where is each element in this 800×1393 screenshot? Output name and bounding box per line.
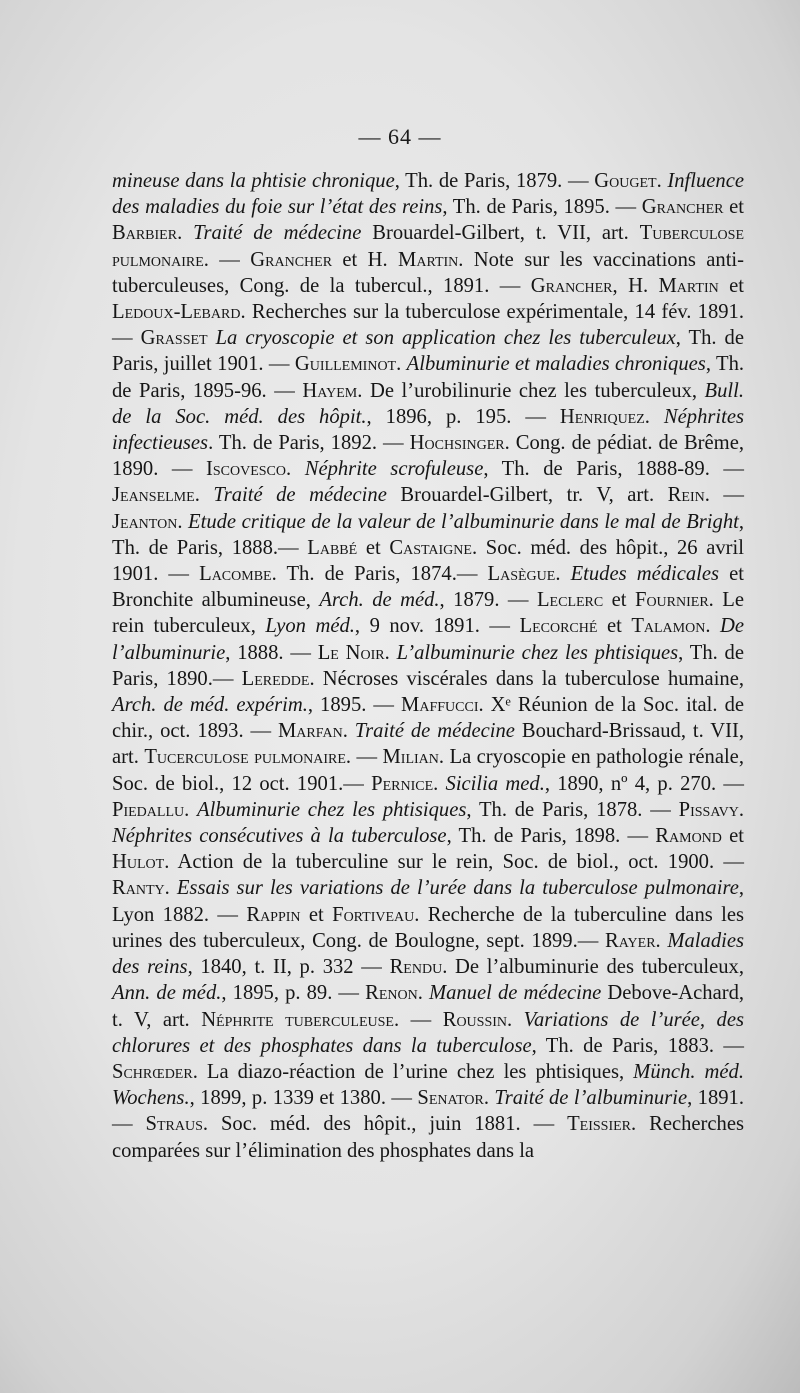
citation-text: . — — [393, 1008, 443, 1031]
author-name: Lasègue — [487, 563, 556, 586]
author-name: Jeanselme — [112, 484, 195, 507]
citation-text: . — [656, 170, 668, 192]
work-title: Bull. de la Soc. méd. des hôpit. — [112, 379, 745, 428]
citation-text: Brouardel-Gilbert, tr. V, art. — [386, 484, 668, 507]
citation-text: . — [342, 720, 355, 743]
author-name: Labbé — [307, 536, 358, 559]
author-name: Leredde — [241, 667, 310, 690]
work-title: Variations de l’urée, des chlorures et des phosphates dans la tuberculose — [112, 1008, 744, 1057]
citation-text: . — — [345, 746, 383, 769]
work-title: Néphrites consécutives à la tuberculose — [112, 825, 447, 848]
citation-text: , 1890, nº 4, p. 270. — — [544, 772, 744, 795]
citation-text: , Th. de Paris, 1895-96. — — [112, 353, 745, 402]
author-name: Iscovesco — [206, 458, 287, 481]
work-title: Lyon méd. — [265, 615, 355, 638]
citation-text — [208, 327, 216, 349]
citation-text: , Lyon 1882. — — [112, 877, 744, 926]
citation-text: , 1895, p. 89. — — [221, 982, 366, 1005]
citation-text: . — [286, 458, 305, 481]
work-title: Maladies des reins — [112, 929, 744, 979]
citation-text: . — — [704, 484, 744, 507]
citation-text: et — [300, 903, 333, 926]
author-name: Tucerculose pulmonaire — [144, 746, 346, 769]
work-title: Arch. de méd. — [319, 589, 440, 612]
citation-text: . Soc. méd. des hôpit., 26 avril 1901. — — [112, 536, 744, 586]
citation-text: . Recherche de la tuberculine dans les urines des tuberculeux, Cong. de Boulogne, sept. 1899.— — [112, 903, 744, 952]
page-number: — 64 — — [358, 124, 442, 149]
citation-text: et — [357, 536, 390, 559]
author-name: Piedallu — [112, 798, 185, 821]
work-title: Néphrite scrofuleuse — [304, 458, 484, 481]
citation-text: et — [603, 589, 635, 612]
author-name: Hayem — [302, 379, 358, 402]
author-name: Hochsinger — [409, 432, 505, 455]
author-name: Hulot — [112, 851, 165, 874]
citation-text: , 9 nov. 1891. — — [354, 615, 520, 638]
author-name: Lacombe — [199, 563, 272, 586]
citation-text: . — [738, 798, 744, 821]
author-name: Rein — [667, 484, 705, 507]
work-title: mineuse dans la phtisie chronique — [112, 170, 395, 192]
citation-text: , 1899, p. 1339 et 1380. — — [189, 1087, 418, 1110]
work-title: Etudes médicales — [570, 563, 720, 586]
citation-text: et — [597, 615, 632, 638]
citation-text: , Th. de Paris, juillet 1901. — — [112, 327, 744, 376]
author-name: Grancher — [530, 274, 613, 297]
author-name: Grancher — [641, 196, 724, 219]
citation-text: . — [396, 353, 407, 376]
citation-text: . Recherches sur la tuberculose expérimentale, 14 fév. 1891. — — [112, 301, 744, 350]
citation-text: . Cong. de pédiat. de Brême, 1890. — — [112, 432, 744, 481]
citation-text: , Th. de Paris, 1895. — — [442, 196, 642, 219]
citation-text: . Recherches comparées sur l’élimination des phosphates dans la — [112, 1113, 744, 1162]
citation-text: , Th. de Paris, 1878. — — [466, 798, 679, 821]
work-title: Néphrites infectieuses — [112, 405, 744, 455]
author-name: Martin — [658, 274, 719, 297]
citation-text: Debove-Achard, t. V, art. — [112, 982, 745, 1031]
author-name: Teissier — [567, 1113, 632, 1136]
author-name: Pernice — [371, 772, 434, 795]
citation-text: . — [164, 877, 177, 900]
citation-text: . — [417, 982, 429, 1005]
author-name: Schrœder — [112, 1060, 193, 1083]
author-name: Gouget — [594, 170, 657, 192]
work-title: Influence des maladies du foie sur l’état des reins — [112, 170, 745, 219]
author-name: Grasset — [140, 327, 208, 350]
author-name: Le Noir — [317, 641, 385, 664]
work-title: Albuminurie et maladies chroniques — [406, 353, 706, 376]
work-title: Albuminurie chez les phtisiques — [197, 798, 467, 821]
citation-text: Bouchard-Brissaud, t. VII, art. — [112, 720, 745, 769]
author-name: Ledoux-Lebard — [112, 301, 241, 324]
citation-text: . Note sur les vaccinations anti-tuberculeuses, Cong. de la tubercul., 1891. — — [112, 248, 745, 297]
citation-text: , 1891. — — [112, 1087, 745, 1136]
citation-text: , Th. de Paris, 1879. — — [394, 170, 595, 192]
author-name: Renon — [365, 982, 418, 1005]
citation-text: . — [507, 1008, 524, 1031]
work-title: Münch. méd. Wochens. — [112, 1060, 744, 1110]
citation-text: , H. — [612, 274, 659, 297]
author-name: Tuberculose pulmonaire — [112, 222, 745, 271]
citation-text: , Th. de Paris, 1888-89. — — [483, 458, 744, 481]
citation-text: . Th. de Paris, 1892. — — [208, 432, 410, 455]
author-name: Rappin — [246, 903, 301, 926]
work-title: Arch. de méd. expérim. — [112, 694, 308, 717]
citation-text: . — [384, 641, 397, 664]
author-name: Senator — [417, 1087, 484, 1110]
citation-text: . Le rein tuberculeux, — [112, 589, 744, 638]
author-name: Martin — [398, 248, 459, 271]
citation-text: et Bronchite albumineuse, — [112, 563, 745, 612]
citation-text: . — [483, 1087, 495, 1110]
citation-text: , Th. de Paris, 1898. — — [446, 825, 656, 848]
author-name: Jeanton — [112, 510, 178, 533]
citation-text: . De l’urobilinurie chez les tuberculeux, — [357, 379, 705, 402]
citation-text: . — [177, 510, 189, 533]
citation-text: . De l’albuminurie des tuberculeux, — [442, 956, 745, 979]
work-title: Essais sur les variations de l’urée dans la tuberculose pulmonaire — [176, 877, 739, 900]
author-name: Fournier — [634, 589, 709, 612]
citation-text: . — [655, 929, 668, 952]
author-name: Lecorché — [519, 615, 598, 638]
citation-text: . — [555, 563, 571, 586]
author-name: Roussin — [442, 1008, 508, 1031]
citation-text: . — [177, 222, 194, 245]
author-name: Ramond — [655, 825, 722, 848]
citation-text: . — [184, 798, 198, 821]
citation-text: , 1888. — — [225, 641, 318, 664]
author-name: Castaigne — [389, 536, 472, 559]
author-name: Grancher — [250, 248, 333, 271]
author-name: Leclerc — [536, 589, 604, 612]
work-title: Ann. de méd. — [112, 982, 222, 1005]
work-title: Manuel de médecine — [428, 982, 602, 1005]
author-name: Henriquez — [559, 405, 645, 428]
work-title: Etude critique de la valeur de l’albuminurie dans le mal de Bright — [188, 510, 739, 533]
work-title: Traité de médecine — [213, 484, 387, 507]
work-title: Traité de médecine — [354, 720, 515, 743]
author-name: Ranty — [112, 877, 165, 900]
citation-text: , Th. de Paris, 1883. — — [531, 1034, 745, 1057]
author-name: Pissavy — [678, 798, 739, 821]
citation-text: . Th. de Paris, 1874.— — [271, 563, 488, 586]
citation-text: Brouardel-Gilbert, t. VII, art. — [361, 222, 640, 245]
citation-text: , Th. de Paris, 1890.— — [112, 641, 744, 690]
citation-text: , 1896, p. 195. — — [366, 405, 560, 428]
citation-text: . — [433, 772, 446, 795]
author-name: Marfan — [277, 720, 343, 743]
citation-text: . — [705, 615, 720, 638]
citation-text: . Soc. méd. des hôpit., juin 1881. — — [202, 1113, 568, 1136]
citation-text: et H. — [332, 248, 399, 271]
author-name: Maffucci — [401, 694, 479, 717]
work-title: Sicilia med. — [445, 772, 545, 795]
author-name: Néphrite tuberculeuse — [201, 1008, 394, 1031]
bibliography-paragraph — [112, 168, 744, 1164]
author-name: Guilleminot — [294, 353, 397, 376]
work-title: Traité de l’albuminurie — [494, 1087, 688, 1110]
citation-text: . Nécroses viscérales dans la tuberculose humaine, — [309, 667, 744, 690]
author-name: Straus — [145, 1113, 203, 1136]
citation-text: , Th. de Paris, 1888.— — [112, 510, 744, 559]
citation-text: et — [718, 274, 745, 297]
citation-text: . Xᵉ Réunion de la Soc. ital. de chir., oct. 1893. — — [112, 694, 745, 743]
citation-text: . La cryoscopie en pathologie rénale, Soc. de biol., 12 oct. 1901.— — [112, 746, 744, 795]
author-name: Fortiveau — [332, 903, 415, 926]
author-name: Barbier — [112, 222, 178, 245]
citation-text: , 1879. — — [439, 589, 537, 612]
work-title: La cryoscopie et son application chez les tuberculeux — [215, 327, 676, 350]
citation-text: , 1895. — — [307, 694, 402, 717]
citation-text: et — [723, 196, 744, 219]
citation-text: . — [644, 405, 664, 428]
author-name: Rendu — [389, 956, 443, 979]
author-name: Talamon — [631, 615, 706, 638]
work-title: L’albuminurie chez les phtisiques — [396, 641, 679, 664]
work-title: De l’albuminurie — [112, 615, 745, 664]
citation-text: et — [721, 825, 744, 848]
citation-text: . Action de la tuberculine sur le rein, Soc. de biol., oct. 1900. — — [164, 851, 744, 874]
citation-text: , 1840, t. II, p. 332 — — [187, 956, 390, 979]
author-name: Milian — [382, 746, 439, 769]
citation-text: . La diazo-réaction de l’urine chez les phtisiques, — [192, 1060, 634, 1083]
work-title: Traité de médecine — [193, 222, 362, 245]
citation-text: . — — [203, 248, 251, 271]
citation-text: . — [194, 484, 214, 507]
author-name: Rayer — [604, 929, 656, 952]
